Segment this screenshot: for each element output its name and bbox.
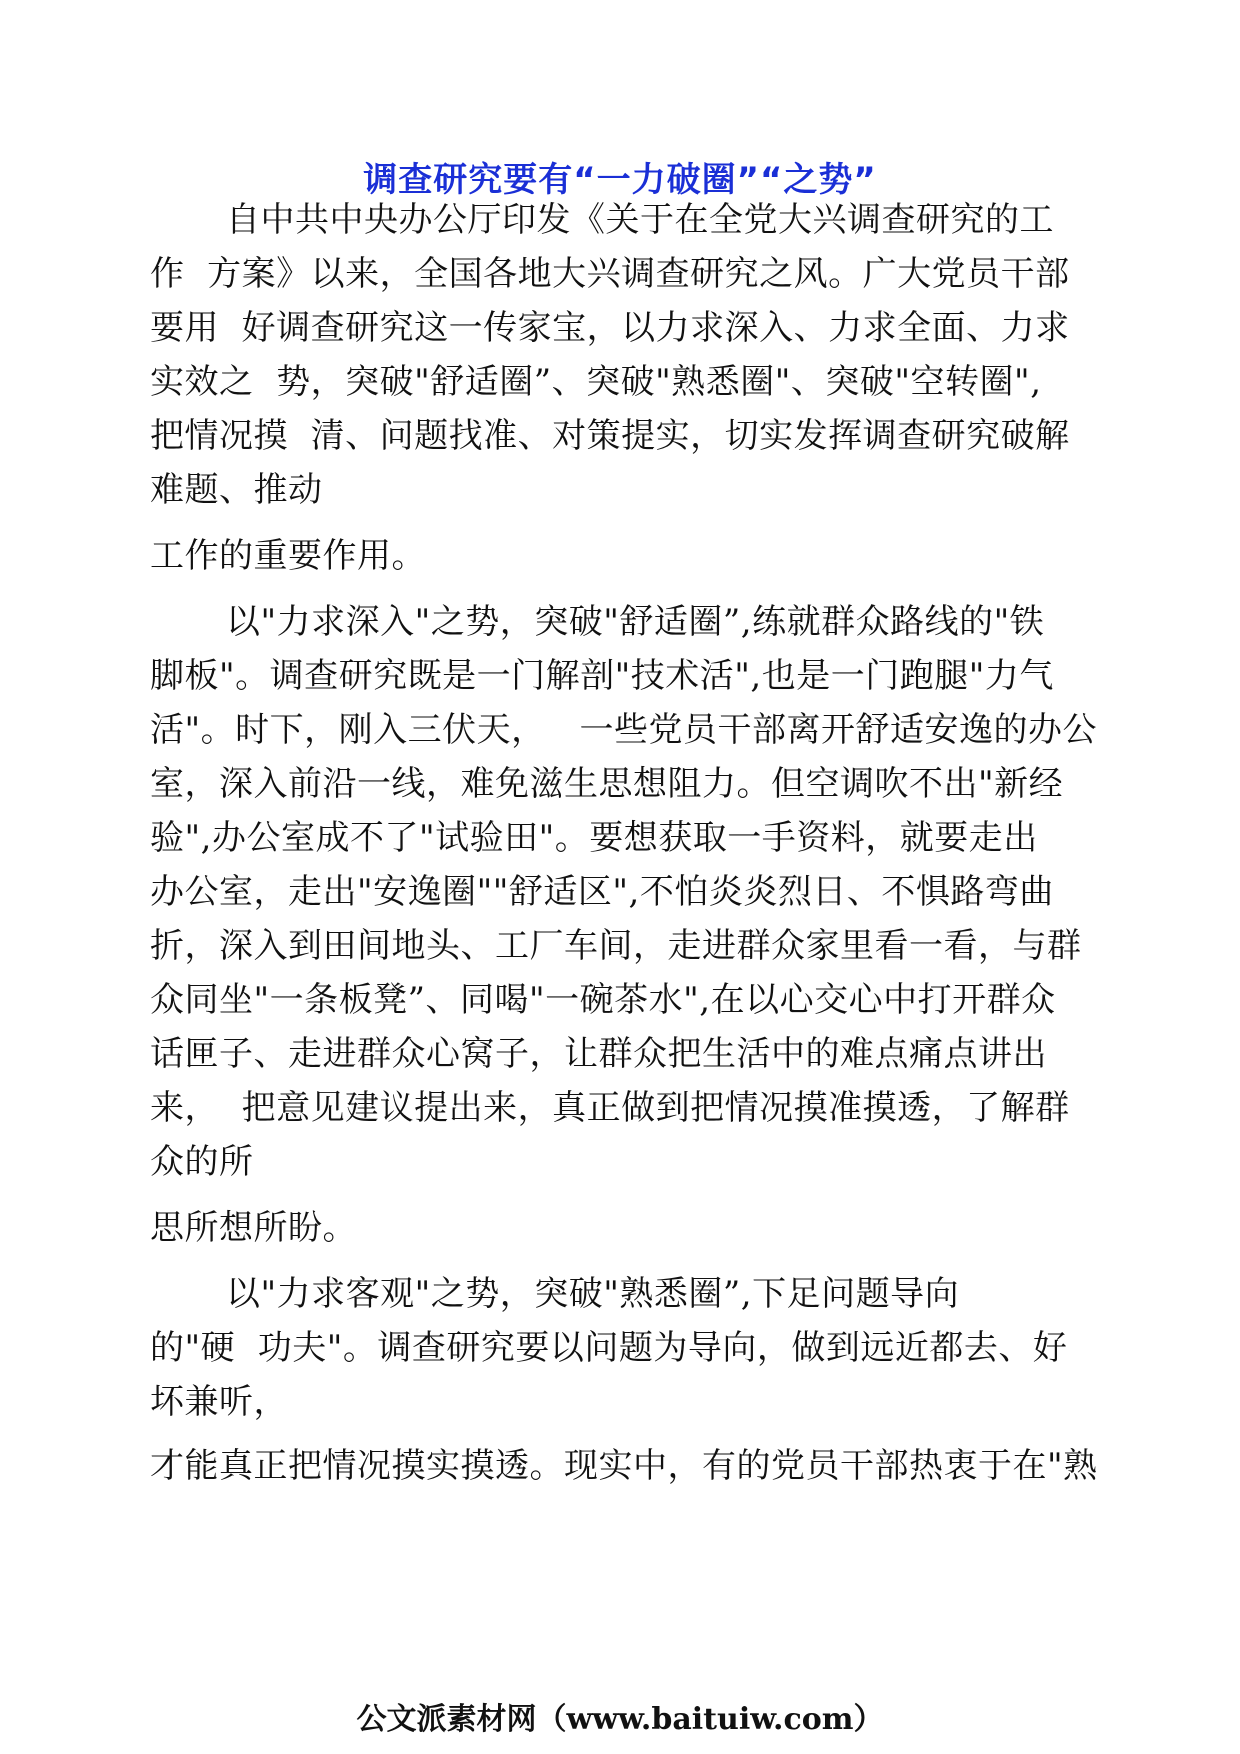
body-line: 要用 好调查研究这一传家宝，以力求深入、力求全面、力求 xyxy=(150,308,1070,348)
body-line: 思所想所盼。 xyxy=(150,1208,357,1248)
body-line: 难题、推动 xyxy=(150,470,323,510)
body-line: 验",办公室成不了"试验田"。要想获取一手资料，就要走出 xyxy=(150,818,1038,858)
body-line: 折，深入到田间地头、工厂车间，走进群众家里看一看，与群 xyxy=(150,926,1082,966)
body-line: 才能真正把情况摸实摸透。现实中，有的党员干部热衷于在"熟 xyxy=(150,1446,1098,1486)
body-line: 办公室，走出"安逸圈""舒适区",不怕炎炎烈日、不惧路弯曲 xyxy=(150,872,1054,912)
body-line: 自中共中央办公厅印发《关于在全党大兴调查研究的工 xyxy=(226,200,1054,240)
body-line: 活"。时下，刚入三伏天， 一些党员干部离开舒适安逸的办公 xyxy=(150,710,1098,750)
body-line: 工作的重要作用。 xyxy=(150,536,426,576)
body-line: 众同坐"一条板凳”、同喝"一碗茶水",在以心交心中打开群众 xyxy=(150,980,1056,1020)
body-line: 众的所 xyxy=(150,1142,254,1182)
body-line: 实效之 势，突破"舒适圈”、突破"熟悉圈"、突破"空转圈", xyxy=(150,362,1042,402)
body-line: 以"力求客观"之势，突破"熟悉圈”,下足问题导向 xyxy=(226,1274,960,1314)
document-title: 调查研究要有“一力破圈”“之势” xyxy=(363,160,877,200)
body-line: 来， 把意见建议提出来，真正做到把情况摸准摸透，了解群 xyxy=(150,1088,1070,1128)
footer-watermark: 公文派素材网（www.baituiw.com） xyxy=(356,1702,884,1737)
body-line: 坏兼听， xyxy=(150,1382,288,1422)
body-line: 作 方案》以来，全国各地大兴调查研究之风。广大党员干部 xyxy=(150,254,1070,294)
body-line: 的"硬 功夫"。调查研究要以问题为导向，做到远近都去、好 xyxy=(150,1328,1068,1368)
body-line: 把情况摸 清、问题找准、对策提实，切实发挥调查研究破解 xyxy=(150,416,1070,456)
body-line: 以"力求深入"之势，突破"舒适圈”,练就群众路线的"铁 xyxy=(226,602,1045,642)
body-line: 室，深入前沿一线，难免滋生思想阻力。但空调吹不出"新经 xyxy=(150,764,1064,804)
body-line: 脚板"。调查研究既是一门解剖"技术活",也是一门跑腿"力气 xyxy=(150,656,1054,696)
body-line: 话匣子、走进群众心窝子，让群众把生活中的难点痛点讲出 xyxy=(150,1034,1047,1074)
